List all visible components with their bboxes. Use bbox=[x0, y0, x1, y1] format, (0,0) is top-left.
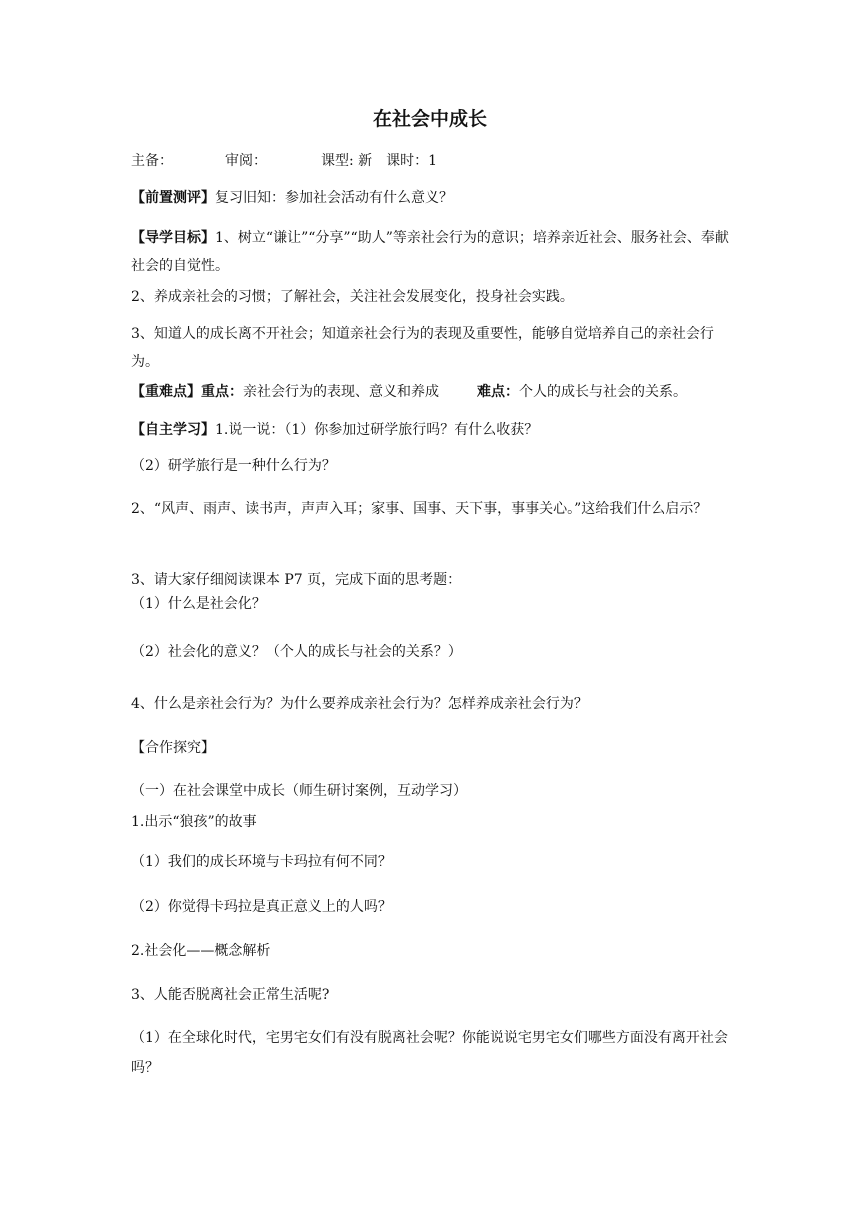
daoxue-text2: 2、养成亲社会的习惯；了解社会，关注社会发展变化，投身社会实践。 bbox=[131, 289, 574, 305]
zizhu-q3a: （1）什么是社会化？ bbox=[131, 596, 266, 612]
hezuo-s7: （1）在全球化时代，宅男宅女们有没有脱离社会呢？你能说说宅男宅女们哪些方面没有离开社会吗？ bbox=[131, 1030, 728, 1076]
zizhu-q4: 4、什么是亲社会行为？为什么要养成亲社会行为？怎样养成亲社会行为？ bbox=[131, 696, 588, 712]
page-title: 在社会中成长 bbox=[372, 108, 487, 130]
hezuo-s2: 1.出示“狼孩”的故事 bbox=[131, 814, 257, 830]
hezuo-label: 【合作探究】 bbox=[131, 740, 215, 756]
hezuo-s1: （一）在社会课堂中成长（师生研讨案例，互动学习） bbox=[131, 783, 467, 799]
zizhu-q1: 1.说一说：（1）你参加过研学旅行吗？有什么收获？ bbox=[215, 422, 539, 438]
hezuo-s5: 2.社会化——概念解析 bbox=[131, 943, 271, 959]
hezuo-s4: （2）你觉得卡玛拉是真正意义上的人吗？ bbox=[131, 899, 392, 915]
zizhu-q2: 2、“风声、雨声、读书声，声声入耳；家事、国事、天下事，事事关心。”这给我们什么启示？ bbox=[131, 501, 708, 517]
zizhu-label: 【自主学习】 bbox=[131, 422, 215, 438]
zizhu-q1b: （2）研学旅行是一种什么行为？ bbox=[131, 458, 336, 474]
zizhu-q3: 3、请大家仔细阅读课本 P7 页，完成下面的思考题： bbox=[131, 572, 462, 588]
zizhu-line bbox=[131, 416, 731, 444]
zhongnan-label: 【重难点】 bbox=[131, 384, 201, 400]
meta-shenyue: 审阅： bbox=[225, 153, 267, 169]
nandian-label: 难点： bbox=[477, 384, 519, 400]
daoxue-paragraph bbox=[131, 224, 731, 280]
daoxue-text3: 3、知道人的成长离不开社会；知道亲社会行为的表现及重要性，能够自觉培养自己的亲社会行为。 bbox=[131, 326, 714, 370]
qianzhi-label: 【前置测评】 bbox=[131, 190, 215, 206]
daoxue-label: 【导学目标】 bbox=[131, 230, 215, 246]
qianzhi-text: 复习旧知：参加社会活动有什么意义？ bbox=[215, 190, 453, 206]
hezuo-s6: 3、人能否脱离社会正常生活呢? bbox=[131, 987, 330, 1003]
zhongdian-text: 亲社会行为的表现、意义和养成 bbox=[243, 384, 439, 400]
daoxue-text1: 1、树立“谦让”“分享”“助人”等亲社会行为的意识；培养亲近社会、服务社会、奉献社会的自觉性。 bbox=[131, 230, 729, 274]
meta-line bbox=[131, 147, 731, 175]
nandian-text: 个人的成长与社会的关系。 bbox=[519, 384, 687, 400]
meta-zhubei: 主备： bbox=[131, 153, 173, 169]
zhongdian-label: 重点： bbox=[201, 384, 243, 400]
meta-keshi: 课时：1 bbox=[386, 153, 438, 169]
zizhu-q3b: （2）社会化的意义？（个人的成长与社会的关系？） bbox=[131, 644, 462, 660]
qianzhi-line bbox=[131, 184, 731, 212]
zhongnan-line bbox=[131, 378, 731, 406]
meta-kexing: 课型: 新 bbox=[321, 153, 373, 169]
hezuo-s3: （1）我们的成长环境与卡玛拉有何不同？ bbox=[131, 854, 392, 870]
